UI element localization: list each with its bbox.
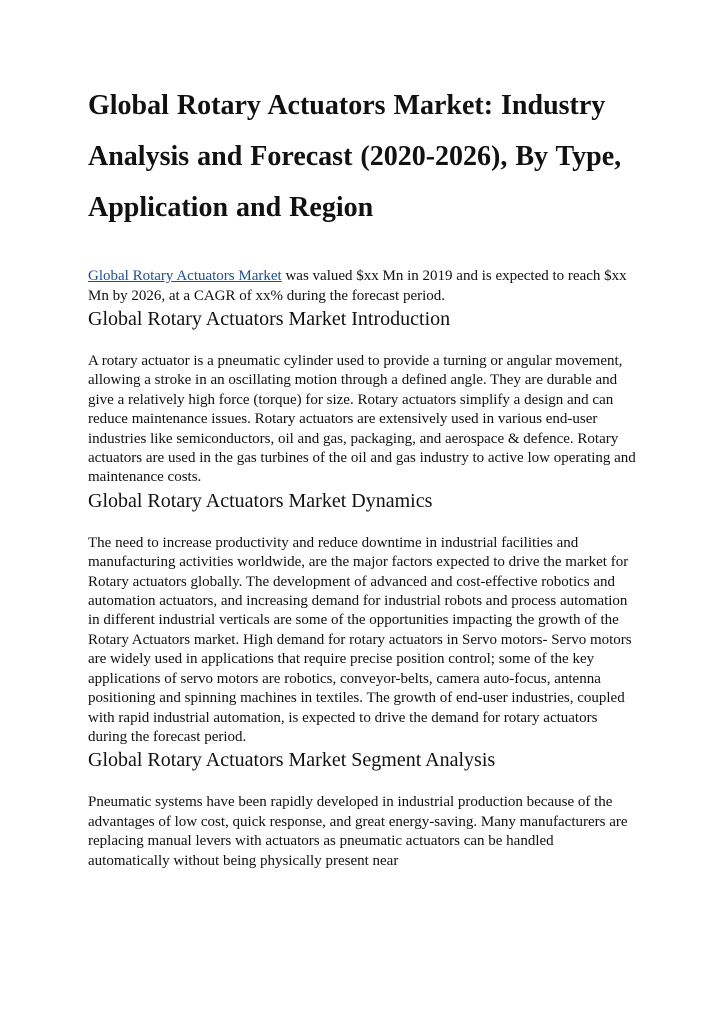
document-title: Global Rotary Actuators Market: Industry Analysis and Forecast (2020-2026), By Type, Application and Region [88, 90, 622, 223]
intro-text: was valued $xx Mn in 2019 and is expected to reach $xx Mn by 2026, at a CAGR of xx% during the forecast period. [88, 268, 627, 304]
section-body-dynamics: The need to increase productivity and reduce downtime in industrial facilities and manufacturing activities worldwide, are the major factors expected to drive the market for Rotary actuators globally. The development of advanced and cost-effective robotics and automation actuators, and increasing demand for industrial robots and process automation in different industrial verticals are some of the opportunities impacting the growth of the Rotary Actuators market. High demand for rotary actuators in Servo motors- Servo motors are widely used in applications that require precise position control; some of the key applications of servo motors are robotics, conveyor-belts, camera auto-focus, antenna positioning and spinning machines in textiles. The growth of end-user industries, coupled with rapid industrial automation, is expected to drive the demand for rotary actuators during the forecast period. [88, 534, 632, 745]
section-body-segment-analysis: Pneumatic systems have been rapidly developed in industrial production because of the advantages of low cost, quick response, and great energy-saving. Many manufacturers are replacing manual levers with actuators as pneumatic actuators can be handled automatically without being physically present near [88, 794, 628, 869]
section-heading-segment-analysis: Global Rotary Actuators Market Segment Analysis [88, 749, 496, 772]
section-heading-introduction: Global Rotary Actuators Market Introduction [88, 308, 451, 330]
intro-paragraph [88, 267, 636, 306]
document-page [88, 80, 636, 871]
section-heading-dynamics: Global Rotary Actuators Market Dynamics [88, 489, 433, 512]
section-body-introduction: A rotary actuator is a pneumatic cylinder used to provide a turning or angular movement, allowing a stroke in an oscillating motion through a defined angle. They are durable and give a relatively high force (torque) for size. Rotary actuators simplify a design and can reduce maintenance issues. Rotary actuators are extensively used in various end-user industries like semiconductors, oil and gas, packaging, and aerospace & defence. Rotary actuators are used in the gas turbines of the oil and gas industry to active low operating and maintenance costs. [88, 353, 636, 486]
market-report-link[interactable]: Global Rotary Actuators Market [88, 268, 282, 284]
